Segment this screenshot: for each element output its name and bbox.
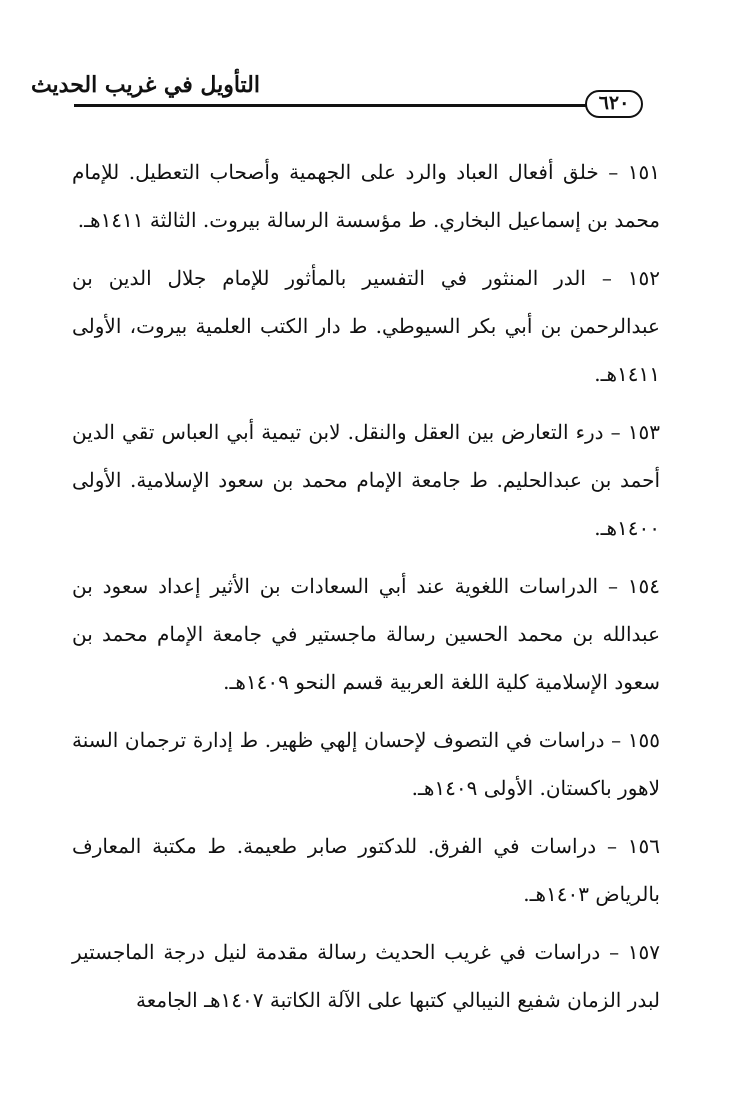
entry-number: ١٥٥ –	[611, 728, 661, 752]
bibliography-entry-155	[72, 716, 660, 812]
entry-text: خلق أفعال العباد والرد على الجهمية وأصحاب التعطيل. للإمام محمد بن إسماعيل البخاري. ط مؤسسة الرسالة بيروت. الثالثة ١٤١١هـ.	[72, 160, 660, 232]
entry-number: ١٥٦ –	[606, 834, 660, 858]
header-rule	[74, 104, 586, 107]
entry-text: درء التعارض بين العقل والنقل. لابن تيمية أبي العباس تقي الدين أحمد بن عبدالحليم. ط جامعة الإمام محمد بن سعود الإسلامية. الأولى ١٤٠٠هـ.	[72, 420, 660, 540]
entry-number: ١٥١ –	[608, 160, 660, 184]
bibliography-entry-151	[72, 148, 660, 244]
bibliography-list	[72, 148, 660, 1034]
bibliography-entry-156	[72, 822, 660, 918]
entry-number: ١٥٢ –	[601, 266, 660, 290]
bibliography-entry-157	[72, 928, 660, 1024]
entry-text: دراسات في الفرق. للدكتور صابر طعيمة. ط مكتبة المعارف بالرياض ١٤٠٣هـ.	[72, 834, 660, 906]
entry-text: دراسات في التصوف لإحسان إلهي ظهير. ط إدارة ترجمان السنة لاهور باكستان. الأولى ١٤٠٩هـ.	[72, 728, 660, 800]
entry-text: الدراسات اللغوية عند أبي السعادات بن الأثير إعداد سعود بن عبدالله بن محمد الحسين رسالة ماجستير في جامعة الإمام محمد بن سعود الإسلامية كلية اللغة العربية قسم النحو ١٤٠٩هـ.	[72, 574, 660, 694]
entry-number: ١٥٣ –	[610, 420, 660, 444]
page-number: ٦٢٠	[585, 90, 643, 118]
bibliography-entry-154	[72, 562, 660, 706]
running-title: التأويل في غريب الحديث	[30, 72, 260, 98]
bibliography-entry-152	[72, 254, 660, 398]
entry-number: ١٥٤ –	[607, 574, 660, 598]
entry-text: دراسات في غريب الحديث رسالة مقدمة لنيل درجة الماجستير لبدر الزمان شفيع النيبالي كتبها على الآلة الكاتبة ١٤٠٧هـ الجامعة	[72, 940, 660, 1012]
entry-number: ١٥٧ –	[609, 940, 661, 964]
entry-text: الدر المنثور في التفسير بالمأثور للإمام جلال الدين بن عبدالرحمن بن أبي بكر السيوطي. ط دار الكتب العلمية بيروت، الأولى ١٤١١هـ.	[72, 266, 660, 386]
bibliography-entry-153	[72, 408, 660, 552]
